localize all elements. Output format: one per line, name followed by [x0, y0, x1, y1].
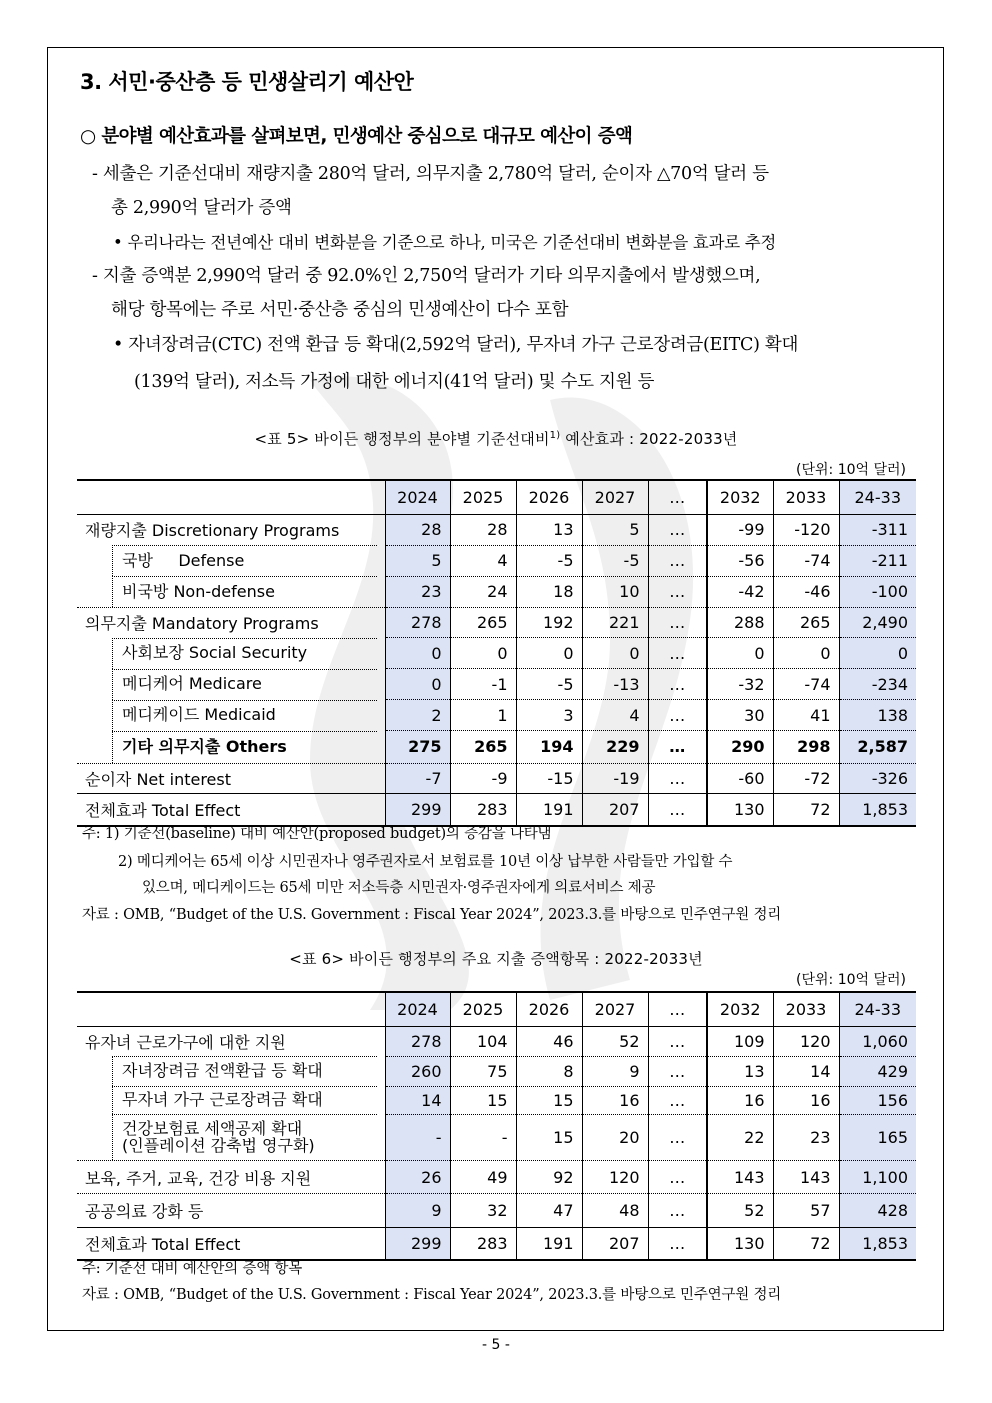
value-cell: -46: [773, 576, 839, 608]
value-cell: 18: [516, 576, 582, 608]
header-cell: 2032: [707, 992, 773, 1026]
value-cell: -1: [450, 669, 516, 700]
value-cell: 9: [582, 1056, 648, 1086]
value-cell: -72: [773, 763, 839, 793]
table-row: [77, 700, 916, 731]
value-cell: 5: [582, 514, 648, 545]
value-cell: -32: [707, 669, 773, 700]
value-cell: …: [648, 763, 707, 793]
table-row: [77, 1161, 916, 1194]
value-cell: 283: [450, 1228, 516, 1260]
value-cell: …: [648, 1161, 707, 1194]
row-label: 공공의료 강화 등: [77, 1194, 385, 1228]
table-row: [77, 545, 916, 576]
value-cell: -7: [385, 763, 450, 793]
indented-label: [112, 669, 377, 700]
row-label: 전체효과 Total Effect: [77, 1228, 385, 1260]
value-cell: 260: [385, 1056, 450, 1086]
value-cell: 2,587: [839, 731, 916, 764]
value-cell: 278: [385, 1026, 450, 1056]
value-cell: 275: [385, 731, 450, 764]
row-label: [77, 545, 385, 576]
value-cell: 10: [582, 576, 648, 608]
value-cell: -19: [582, 763, 648, 793]
value-cell: 13: [707, 1056, 773, 1086]
row-label: [77, 669, 385, 700]
value-cell: 290: [707, 731, 773, 764]
header-cell: 2024: [385, 992, 450, 1026]
table-row: [77, 1026, 916, 1056]
table5-caption: [0, 428, 992, 449]
value-cell: 0: [582, 638, 648, 669]
value-cell: …: [648, 793, 707, 826]
table5-source: 자료 : OMB, “Budget of the U.S. Government : Fiscal Year 2024”, 2023.3.를 바탕으로 민주연구원 정리: [82, 907, 782, 923]
value-cell: 283: [450, 793, 516, 826]
value-cell: -120: [773, 514, 839, 545]
value-cell: -311: [839, 514, 916, 545]
indented-label: [112, 1086, 377, 1114]
value-cell: 46: [516, 1026, 582, 1056]
value-cell: 0: [516, 638, 582, 669]
value-cell: 72: [773, 793, 839, 826]
value-cell: …: [648, 1194, 707, 1228]
indented-label: [112, 576, 377, 607]
value-cell: 192: [516, 608, 582, 638]
header-cell: 2027: [582, 480, 648, 514]
caption-text: <표 5> 바이든 행정부의 분야별 기준선대비: [254, 430, 550, 448]
caption-text: 예산효과 : 2022-2033년: [560, 430, 738, 448]
table-row: [77, 1228, 916, 1260]
value-cell: 265: [450, 731, 516, 764]
value-cell: 1,853: [839, 793, 916, 826]
value-cell: 2,490: [839, 608, 916, 638]
paragraph-line: - 세출은 기준선대비 재량지출 280억 달러, 의무지출 2,780억 달러, 순이자 △70억 달러 등: [92, 164, 769, 184]
value-cell: 16: [773, 1086, 839, 1114]
value-cell: …: [648, 638, 707, 669]
value-cell: -60: [707, 763, 773, 793]
indented-label: [112, 638, 377, 669]
table-row: [77, 1194, 916, 1228]
value-cell: 120: [773, 1026, 839, 1056]
value-cell: -56: [707, 545, 773, 576]
value-cell: 130: [707, 1228, 773, 1260]
value-cell: -: [450, 1114, 516, 1161]
label-text: 국방 Defense: [122, 550, 245, 570]
value-cell: …: [648, 545, 707, 576]
table-row: [77, 608, 916, 638]
value-cell: -99: [707, 514, 773, 545]
value-cell: -15: [516, 763, 582, 793]
value-cell: …: [648, 576, 707, 608]
row-label: [77, 731, 385, 764]
value-cell: 288: [707, 608, 773, 638]
header-cell: 2024: [385, 480, 450, 514]
label-text: 무자녀 가구 근로장려금 확대: [122, 1090, 323, 1110]
value-cell: -326: [839, 763, 916, 793]
table6-unit: (단위: 10억 달러): [796, 972, 906, 988]
value-cell: 4: [450, 545, 516, 576]
value-cell: -74: [773, 545, 839, 576]
value-cell: 265: [773, 608, 839, 638]
header-cell: [77, 992, 385, 1026]
paragraph-line: 총 2,990억 달러가 증액: [111, 198, 292, 218]
table-row: [77, 669, 916, 700]
value-cell: 191: [516, 1228, 582, 1260]
table-row: [77, 1114, 916, 1161]
row-label: [77, 1086, 385, 1114]
value-cell: 8: [516, 1056, 582, 1086]
table-row: [77, 731, 916, 764]
table5-unit: (단위: 10억 달러): [796, 462, 906, 478]
value-cell: 299: [385, 1228, 450, 1260]
header-cell: 2025: [450, 480, 516, 514]
table5-note: 있으며, 메디케이드는 65세 미만 저소득층 시민권자·영주권자에게 의료서비스 제공: [142, 880, 656, 896]
row-label: 재량지출 Discretionary Programs: [85, 521, 340, 541]
caption-footnote-mark: 1): [549, 430, 561, 441]
value-cell: 143: [707, 1161, 773, 1194]
value-cell: 130: [707, 793, 773, 826]
value-cell: 5: [385, 545, 450, 576]
page-number: - 5 -: [482, 1337, 510, 1353]
value-cell: 1,853: [839, 1228, 916, 1260]
value-cell: 194: [516, 731, 582, 764]
indented-label: [112, 1114, 377, 1160]
value-cell: 207: [582, 793, 648, 826]
label-text: 메디케이드 Medicaid: [122, 705, 276, 725]
value-cell: -42: [707, 576, 773, 608]
value-cell: 104: [450, 1026, 516, 1056]
value-cell: 48: [582, 1194, 648, 1228]
value-cell: …: [648, 1114, 707, 1161]
row-label: 전체효과 Total Effect: [77, 793, 385, 826]
value-cell: 15: [516, 1086, 582, 1114]
value-cell: 14: [385, 1086, 450, 1114]
value-cell: 92: [516, 1161, 582, 1194]
table5-note: 주: 1) 기준선(baseline) 대비 예산안(proposed budget)의 증감을 나타냄: [82, 826, 552, 842]
value-cell: 16: [707, 1086, 773, 1114]
value-cell: 120: [582, 1161, 648, 1194]
table-row: [77, 638, 916, 669]
value-cell: …: [648, 608, 707, 638]
value-cell: 72: [773, 1228, 839, 1260]
value-cell: 23: [385, 576, 450, 608]
value-cell: 24: [450, 576, 516, 608]
table6-source: 자료 : OMB, “Budget of the U.S. Government : Fiscal Year 2024”, 2023.3.를 바탕으로 민주연구원 정리: [82, 1287, 782, 1303]
value-cell: 429: [839, 1056, 916, 1086]
label-text: 기타 의무지출 Others: [122, 736, 287, 756]
value-cell: -13: [582, 669, 648, 700]
value-cell: -5: [516, 669, 582, 700]
row-label: 유자녀 근로가구에 대한 지원: [85, 1032, 286, 1052]
value-cell: 143: [773, 1161, 839, 1194]
value-cell: -74: [773, 669, 839, 700]
lead-bullet: ○ 분야별 예산효과를 살펴보면, 민생예산 중심으로 대규모 예산이 증액: [80, 126, 633, 147]
value-cell: 0: [385, 638, 450, 669]
value-cell: …: [648, 1086, 707, 1114]
value-cell: 28: [450, 514, 516, 545]
value-cell: 57: [773, 1194, 839, 1228]
paragraph-line: 해당 항목에는 주로 서민·중산층 중심의 민생예산이 다수 포함: [111, 300, 569, 320]
value-cell: 1,060: [839, 1026, 916, 1056]
value-cell: -5: [516, 545, 582, 576]
value-cell: -: [385, 1114, 450, 1161]
row-label: [77, 638, 385, 669]
value-cell: 47: [516, 1194, 582, 1228]
value-cell: 13: [516, 514, 582, 545]
paragraph-line: - 지출 증액분 2,990억 달러 중 92.0%인 2,750억 달러가 기타 의무지출에서 발생했으며,: [92, 266, 761, 286]
value-cell: …: [648, 669, 707, 700]
header-cell: 24-33: [839, 480, 916, 514]
table5-header-row: [77, 480, 916, 514]
value-cell: 15: [450, 1086, 516, 1114]
value-cell: 0: [707, 638, 773, 669]
header-cell: 2026: [516, 480, 582, 514]
paragraph-line: • 자녀장려금(CTC) 전액 환급 등 확대(2,592억 달러), 무자녀 가구 근로장려금(EITC) 확대: [113, 335, 799, 355]
header-cell: [77, 480, 385, 514]
value-cell: …: [648, 700, 707, 731]
label-text: 자녀장려금 전액환급 등 확대: [122, 1061, 323, 1081]
header-cell: …: [648, 992, 707, 1026]
indented-label: [112, 731, 377, 763]
value-cell: 41: [773, 700, 839, 731]
table-row: [77, 763, 916, 793]
label-text-secondary: (인플레이션 감축법 영구화): [122, 1135, 315, 1155]
value-cell: 52: [707, 1194, 773, 1228]
value-cell: 156: [839, 1086, 916, 1114]
value-cell: 28: [385, 514, 450, 545]
value-cell: 2: [385, 700, 450, 731]
value-cell: 26: [385, 1161, 450, 1194]
value-cell: …: [648, 1026, 707, 1056]
header-cell: 2027: [582, 992, 648, 1026]
value-cell: 0: [773, 638, 839, 669]
value-cell: …: [648, 1056, 707, 1086]
value-cell: 9: [385, 1194, 450, 1228]
table6: [77, 991, 916, 1261]
label-text: 메디케어 Medicare: [122, 674, 262, 694]
table6-caption: <표 6> 바이든 행정부의 주요 지출 증액항목 : 2022-2033년: [289, 950, 703, 968]
label-text: 건강보험료 세액공제 확대: [122, 1118, 303, 1138]
value-cell: 191: [516, 793, 582, 826]
row-label: [77, 1056, 385, 1086]
value-cell: -5: [582, 545, 648, 576]
value-cell: 229: [582, 731, 648, 764]
header-cell: 2026: [516, 992, 582, 1026]
table5-note: 2) 메디케어는 65세 이상 시민권자나 영주권자로서 보험료를 10년 이상 납부한 사람들만 가입할 수: [118, 854, 733, 870]
value-cell: 49: [450, 1161, 516, 1194]
value-cell: 298: [773, 731, 839, 764]
value-cell: 0: [385, 669, 450, 700]
value-cell: -211: [839, 545, 916, 576]
section-title: 3. 서민·중산층 등 민생살리기 예산안: [80, 70, 414, 94]
value-cell: 75: [450, 1056, 516, 1086]
value-cell: 221: [582, 608, 648, 638]
value-cell: 265: [450, 608, 516, 638]
value-cell: 30: [707, 700, 773, 731]
table-row: [77, 1086, 916, 1114]
table-row: [77, 576, 916, 608]
table5: [77, 479, 916, 827]
value-cell: 52: [582, 1026, 648, 1056]
value-cell: 0: [839, 638, 916, 669]
value-cell: 1,100: [839, 1161, 916, 1194]
row-label: 보육, 주거, 교육, 건강 비용 지원: [77, 1161, 385, 1194]
row-label: 순이자 Net interest: [77, 763, 385, 793]
value-cell: 22: [707, 1114, 773, 1161]
header-cell: …: [648, 480, 707, 514]
value-cell: …: [648, 514, 707, 545]
row-label: [77, 700, 385, 731]
value-cell: 165: [839, 1114, 916, 1161]
value-cell: -234: [839, 669, 916, 700]
header-cell: 24-33: [839, 992, 916, 1026]
header-cell: 2032: [707, 480, 773, 514]
table6-note: 주: 기준선 대비 예산안의 증액 항목: [82, 1261, 303, 1277]
value-cell: 278: [385, 608, 450, 638]
value-cell: 109: [707, 1026, 773, 1056]
value-cell: 1: [450, 700, 516, 731]
value-cell: 32: [450, 1194, 516, 1228]
value-cell: 138: [839, 700, 916, 731]
row-label: [77, 1114, 385, 1161]
value-cell: -9: [450, 763, 516, 793]
value-cell: 428: [839, 1194, 916, 1228]
value-cell: 14: [773, 1056, 839, 1086]
value-cell: 4: [582, 700, 648, 731]
header-cell: 2033: [773, 992, 839, 1026]
label-text: 비국방 Non-defense: [122, 581, 275, 601]
table-row: [77, 514, 916, 545]
header-cell: 2033: [773, 480, 839, 514]
value-cell: 207: [582, 1228, 648, 1260]
value-cell: 16: [582, 1086, 648, 1114]
value-cell: 20: [582, 1114, 648, 1161]
indented-label: [112, 1056, 377, 1086]
value-cell: 3: [516, 700, 582, 731]
table-row: [77, 1056, 916, 1086]
label-text: 사회보장 Social Security: [122, 643, 308, 663]
value-cell: 23: [773, 1114, 839, 1161]
value-cell: …: [648, 731, 707, 764]
row-label: 의무지출 Mandatory Programs: [77, 608, 385, 638]
value-cell: 15: [516, 1114, 582, 1161]
header-cell: 2025: [450, 992, 516, 1026]
value-cell: 0: [450, 638, 516, 669]
value-cell: -100: [839, 576, 916, 608]
paragraph-line: (139억 달러), 저소득 가정에 대한 에너지(41억 달러) 및 수도 지원 등: [134, 372, 655, 392]
table6-header-row: [77, 992, 916, 1026]
paragraph-line: • 우리나라는 전년예산 대비 변화분을 기준으로 하나, 미국은 기준선대비 변화분을 효과로 추정: [113, 233, 777, 252]
indented-label: [112, 700, 377, 731]
indented-label: [112, 545, 377, 576]
value-cell: …: [648, 1228, 707, 1260]
value-cell: 299: [385, 793, 450, 826]
row-label: [77, 576, 385, 608]
